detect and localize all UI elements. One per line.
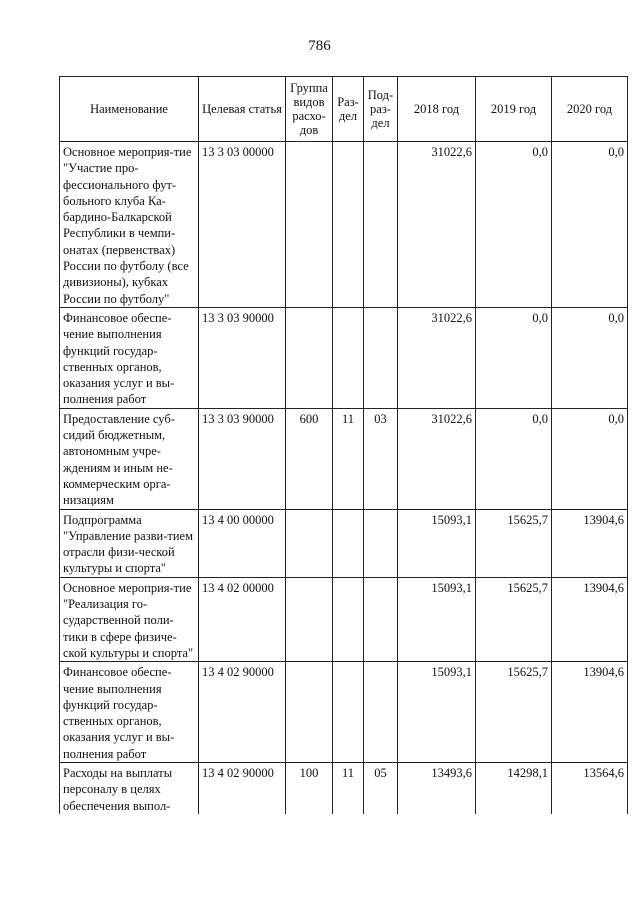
row-target: 13 3 03 90000 xyxy=(199,408,286,509)
table-row xyxy=(60,142,628,308)
row-subsection: 03 xyxy=(364,408,398,509)
table-row xyxy=(60,408,628,509)
row-group xyxy=(286,577,333,661)
header-group: Группа видов расхо-дов xyxy=(286,77,333,142)
row-group xyxy=(286,662,333,763)
row-section xyxy=(333,509,364,577)
row-2020: 13564,6 xyxy=(552,762,628,813)
row-2019: 15625,7 xyxy=(476,509,552,577)
row-name: Финансовое обеспе-чение выполнения функций государ-ственных органов, оказания услуг и вы-полнения работ xyxy=(60,662,199,763)
row-section xyxy=(333,577,364,661)
row-name: Основное мероприя-тие "Реализация го-сударственной поли-тики в сфере физиче-ской культуры и спорта" xyxy=(60,577,199,661)
row-2018: 15093,1 xyxy=(398,577,476,661)
header-target: Целевая статья xyxy=(199,77,286,142)
row-section: 11 xyxy=(333,762,364,813)
table-header-row xyxy=(60,77,628,142)
row-group: 600 xyxy=(286,408,333,509)
table-row xyxy=(60,509,628,577)
row-group xyxy=(286,142,333,308)
row-target: 13 3 03 00000 xyxy=(199,142,286,308)
row-subsection xyxy=(364,142,398,308)
row-2020: 0,0 xyxy=(552,307,628,408)
budget-table xyxy=(59,76,628,814)
header-section: Раз-дел xyxy=(333,77,364,142)
row-section xyxy=(333,307,364,408)
row-subsection xyxy=(364,662,398,763)
row-2018: 31022,6 xyxy=(398,408,476,509)
row-2019: 15625,7 xyxy=(476,577,552,661)
row-group xyxy=(286,509,333,577)
row-group: 100 xyxy=(286,762,333,813)
row-2018: 15093,1 xyxy=(398,662,476,763)
table-row xyxy=(60,662,628,763)
row-name: Предоставление суб-сидий бюджетным, автономным учре-ждениям и иным не-коммерческим орга-низациям xyxy=(60,408,199,509)
row-2018: 13493,6 xyxy=(398,762,476,813)
row-subsection xyxy=(364,509,398,577)
header-subsection: Под-раз-дел xyxy=(364,77,398,142)
row-2018: 31022,6 xyxy=(398,142,476,308)
row-section xyxy=(333,662,364,763)
table-row xyxy=(60,762,628,813)
row-2018: 15093,1 xyxy=(398,509,476,577)
table-row xyxy=(60,577,628,661)
row-2020: 13904,6 xyxy=(552,509,628,577)
row-2020: 13904,6 xyxy=(552,662,628,763)
row-2019: 15625,7 xyxy=(476,662,552,763)
row-name: Финансовое обеспе-чение выполнения функций государ-ственных органов, оказания услуг и вы-полнения работ xyxy=(60,307,199,408)
row-target: 13 4 02 00000 xyxy=(199,577,286,661)
row-target: 13 4 02 90000 xyxy=(199,762,286,813)
row-name: Расходы на выплаты персоналу в целях обеспечения выпол- xyxy=(60,762,199,813)
header-2020: 2020 год xyxy=(552,77,628,142)
table-row xyxy=(60,307,628,408)
row-2018: 31022,6 xyxy=(398,307,476,408)
row-2019: 0,0 xyxy=(476,307,552,408)
row-subsection xyxy=(364,307,398,408)
header-name: Наименование xyxy=(60,77,199,142)
row-2020: 0,0 xyxy=(552,408,628,509)
header-2018: 2018 год xyxy=(398,77,476,142)
row-2019: 14298,1 xyxy=(476,762,552,813)
page-number: 786 xyxy=(308,38,331,54)
row-name: Основное мероприя-тие "Участие про-фессионального фут-больного клуба Ка-бардино-Балкарской Республики в чемпи-онатах (первенствах) России по футболу (все дивизионы), кубках России по футболу" xyxy=(60,142,199,308)
row-group xyxy=(286,307,333,408)
header-2019: 2019 год xyxy=(476,77,552,142)
row-subsection xyxy=(364,577,398,661)
row-name: Подпрограмма "Управление разви-тием отрасли физи-ческой культуры и спорта" xyxy=(60,509,199,577)
row-target: 13 4 00 00000 xyxy=(199,509,286,577)
row-target: 13 4 02 90000 xyxy=(199,662,286,763)
row-section xyxy=(333,142,364,308)
row-2020: 13904,6 xyxy=(552,577,628,661)
row-2020: 0,0 xyxy=(552,142,628,308)
row-2019: 0,0 xyxy=(476,142,552,308)
row-section: 11 xyxy=(333,408,364,509)
row-2019: 0,0 xyxy=(476,408,552,509)
row-subsection: 05 xyxy=(364,762,398,813)
row-target: 13 3 03 90000 xyxy=(199,307,286,408)
